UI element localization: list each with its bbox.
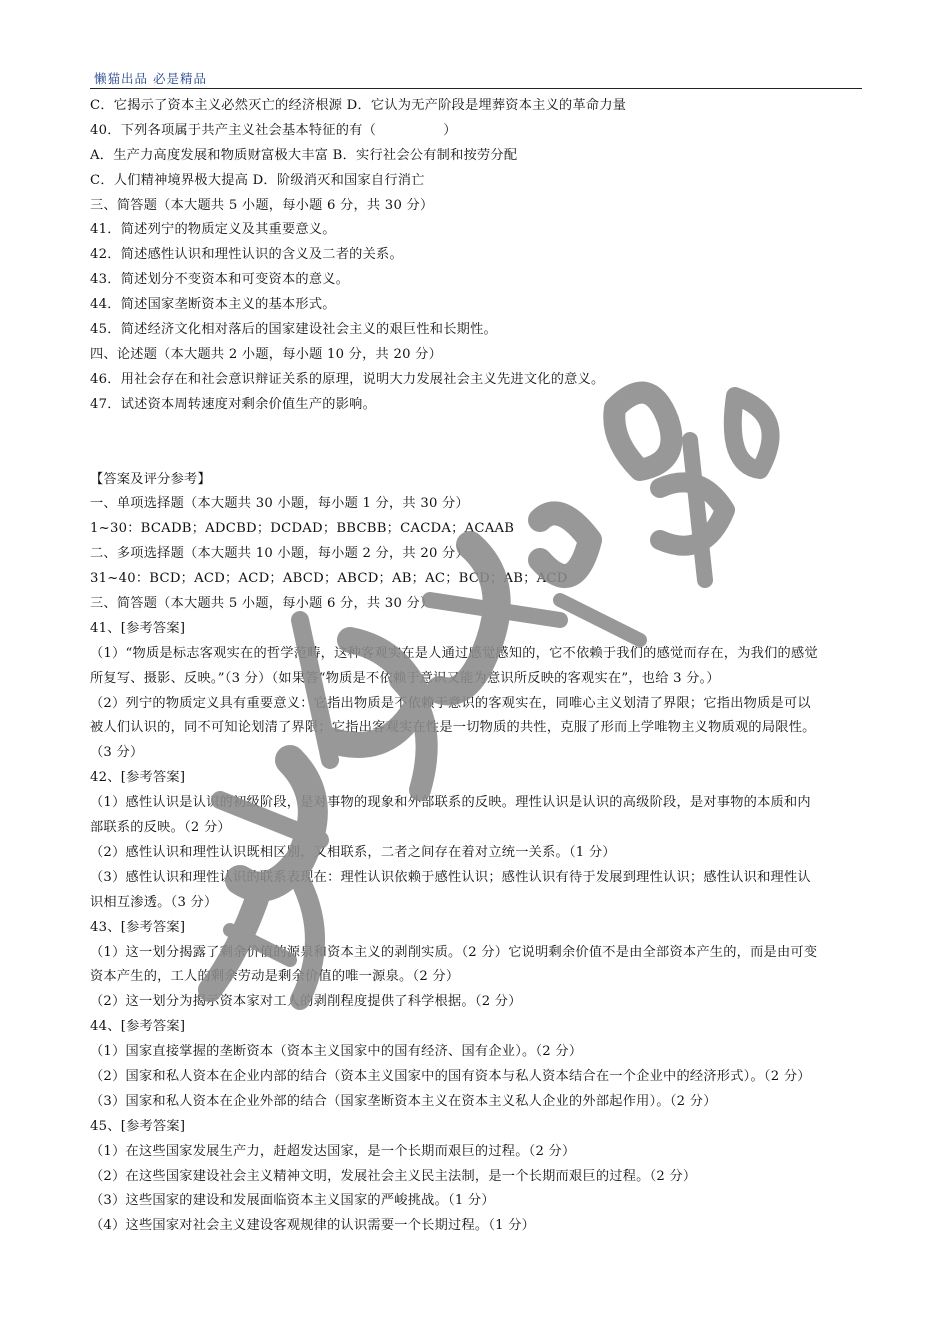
answer-line: 被人们认识的，同不可知论划清了界限；它指出客观实在性是一切物质的共性，克服了形而上学唯物主义物质观的局限性。 bbox=[90, 720, 816, 736]
section-heading: 四、论述题（本大题共 2 小题，每小题 10 分，共 20 分） bbox=[90, 346, 443, 362]
answer-line: （1）在这些国家发展生产力，赶超发达国家，是一个长期而艰巨的过程。（2 分） bbox=[90, 1143, 576, 1159]
answer-label: 45、[参考答案] bbox=[90, 1118, 186, 1134]
section-heading: 一、单项选择题（本大题共 30 小题，每小题 1 分，共 30 分） bbox=[90, 496, 469, 512]
question-line: 45．简述经济文化相对落后的国家建设社会主义的艰巨性和长期性。 bbox=[90, 322, 497, 338]
question-line: 44．简述国家垄断资本主义的基本形式。 bbox=[90, 297, 336, 313]
page-header bbox=[90, 68, 862, 89]
answer-line: 部联系的反映。（2 分） bbox=[90, 820, 231, 836]
answer-line: （1）这一划分揭露了剩余价值的源泉和资本主义的剥削实质。（2 分）它说明剩余价值不是由全部资本产生的，而是由可变 bbox=[90, 944, 818, 960]
question-line: C．人们精神境界极大提高 D．阶级消灭和国家自行消亡 bbox=[90, 172, 425, 188]
answer-line: 识相互渗透。（3 分） bbox=[90, 894, 218, 910]
answer-label: 44、[参考答案] bbox=[90, 1019, 186, 1035]
answer-line: （1）“物质是标志客观实在的哲学范畴，这种客观实在是人通过感觉感知的，它不依赖于我们的感觉而存在，为我们的感觉 bbox=[90, 645, 818, 661]
question-line: 42．简述感性认识和理性认识的含义及二者的关系。 bbox=[90, 247, 403, 263]
document-body bbox=[90, 94, 862, 1239]
section-heading: 三、简答题（本大题共 5 小题，每小题 6 分，共 30 分） bbox=[90, 596, 434, 612]
section-heading: 二、多项选择题（本大题共 10 小题，每小题 2 分，共 20 分） bbox=[90, 546, 469, 562]
answer-line: （2）这一划分为揭示资本家对工人的剥削程度提供了科学根据。（2 分） bbox=[90, 994, 522, 1010]
question-line: 47．试述资本周转速度对剩余价值生产的影响。 bbox=[90, 396, 377, 412]
questions-section bbox=[90, 94, 862, 418]
question-line: C．它揭示了资本主义必然灭亡的经济根源 D．它认为无产阶段是埋葬资本主义的革命力量 bbox=[90, 98, 627, 113]
question-line: 41．简述列宁的物质定义及其重要意义。 bbox=[90, 222, 336, 238]
answer-label: 42、[参考答案] bbox=[90, 770, 186, 786]
answer-line: （2）在这些国家建设社会主义精神文明，发展社会主义民主法制，是一个长期而艰巨的过程。（2 分） bbox=[90, 1168, 697, 1184]
header-text: 懒猫出品 必是精品 bbox=[94, 71, 207, 86]
answer-line: （2）感性认识和理性认识既相区别，又相联系，二者之间存在着对立统一关系。（1 分） bbox=[90, 844, 616, 860]
section-gap bbox=[90, 418, 862, 468]
answer-line: （4）这些国家对社会主义建设客观规律的认识需要一个长期过程。（1 分） bbox=[90, 1218, 536, 1234]
answer-line: （2）国家和私人资本在企业内部的结合（资本主义国家中的国有资本与私人资本结合在一个企业中的经济形式）。（2 分） bbox=[90, 1068, 811, 1084]
answer-line: （1）国家直接掌握的垄断资本（资本主义国家中的国有经济、国有企业）。（2 分） bbox=[90, 1044, 583, 1060]
answer-label: 43、[参考答案] bbox=[90, 919, 186, 935]
answers-section bbox=[90, 468, 862, 1240]
answers-title: 【答案及评分参考】 bbox=[90, 471, 211, 487]
answer-line: 资本产生的，工人的剩余劳动是剩余价值的唯一源泉。（2 分） bbox=[90, 969, 460, 985]
question-line: 46．用社会存在和社会意识辩证关系的原理，说明大力发展社会主义先进文化的意义。 bbox=[90, 371, 605, 387]
answer-label: 41、[参考答案] bbox=[90, 620, 186, 636]
question-line: 40．下列各项属于共产主义社会基本特征的有（ ） bbox=[90, 122, 457, 138]
answer-line: 所复写、摄影、反映。”（3 分）（如果答“物质是不依赖于意识又能为意识所反映的客观实在”，也给 3 分。） bbox=[90, 670, 720, 686]
answer-line: （3）国家和私人资本在企业外部的结合（国家垄断资本主义在资本主义私人企业的外部起作用）。（2 分） bbox=[90, 1093, 717, 1109]
answer-line: 1~30：BCADB；ADCBD；DCDAD；BBCBB；CACDA；ACAAB bbox=[90, 521, 515, 537]
answer-line: （3）这些国家的建设和发展面临资本主义国家的严峻挑战。（1 分） bbox=[90, 1193, 495, 1209]
answer-line: （2）列宁的物质定义具有重要意义：它指出物质是不依赖于意识的客观实在，同唯心主义划清了界限；它指出物质是可以 bbox=[90, 695, 811, 711]
answer-line: （3）感性认识和理性认识的联系表现在：理性认识依赖于感性认识；感性认识有待于发展到理性认识；感性认识和理性认 bbox=[90, 869, 811, 885]
question-line: 43．简述划分不变资本和可变资本的意义。 bbox=[90, 272, 350, 288]
answer-line: （1）感性认识是认识的初级阶段，是对事物的现象和外部联系的反映。理性认识是认识的高级阶段，是对事物的本质和内 bbox=[90, 795, 811, 811]
question-line: A．生产力高度发展和物质财富极大丰富 B．实行社会公有制和按劳分配 bbox=[90, 147, 518, 163]
answer-line: （3 分） bbox=[90, 745, 144, 761]
answer-line: 31~40：BCD；ACD；ACD；ABCD；ABCD；AB；AC；BCD；AB；ACD bbox=[90, 571, 568, 587]
section-heading: 三、简答题（本大题共 5 小题，每小题 6 分，共 30 分） bbox=[90, 197, 434, 213]
